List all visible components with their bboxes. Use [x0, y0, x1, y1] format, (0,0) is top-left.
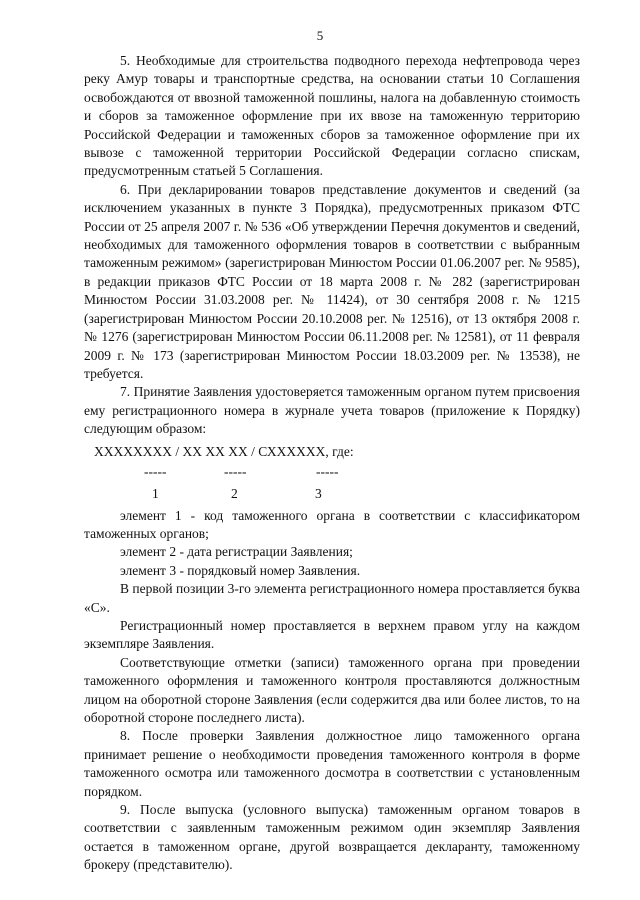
element-number-3: 3	[315, 485, 322, 501]
customs-marks-paragraph: Соответствующие отметки (записи) таможенного органа при проведении таможенного оформления и таможенного контроля проставляются должностным лицом на оборотной стороне Заявления (если содержится два или более листов, то на оборотной стороне последнего листа).	[84, 654, 580, 725]
dash-3: -----	[316, 463, 339, 479]
element-3-description: элемент 3 - порядковый номер Заявления.	[120, 562, 361, 578]
format-dashes	[84, 463, 580, 481]
dash-1: -----	[144, 463, 167, 479]
paragraph-9: 9. После выпуска (условного выпуска) таможенным органом товаров в соответствии с заявленным таможенным режимом один экземпляр Заявления остается в таможенном органе, другой возвращается декларанту, таможенному брокеру (представителю).	[84, 802, 580, 873]
element-number-1: 1	[152, 485, 159, 501]
paragraph-8: 8. После проверки Заявления должностное лицо таможенного органа принимает решение о необходимости проведения таможенного контроля в форме таможенного осмотра или таможенного досмотра в соответствии с установленным порядком.	[84, 728, 580, 799]
paragraph-7: 7. Принятие Заявления удостоверяется таможенным органом путем присвоения ему регистрационного номера в журнале учета товаров (приложение к Порядку) следующим образом:	[84, 384, 580, 437]
element-2-description: элемент 2 - дата регистрации Заявления;	[120, 544, 353, 560]
document-body	[84, 52, 580, 875]
dash-2: -----	[224, 463, 247, 479]
registration-number-placement: Регистрационный номер проставляется в верхнем правом углу на каждом экземпляре Заявления.	[84, 617, 580, 652]
paragraph-6: 6. При декларировании товаров представление документов и сведений (за исключением указанных в пункте 3 Порядка), предусмотренных приказом ФТС России от 25 апреля 2007 г. № 536 «Об утверждении Перечня документов и сведений, необходимых для таможенного оформления товаров в соответствии с выбранным таможенным режимом» (зарегистрирован Минюстом России 01.06.2007 рег. № 9585), в редакции приказов ФТС России от 18 марта 2008 г. № 282 (зарегистрирован Минюстом России 31.03.2008 рег. № 11424), от 30 сентября 2008 г. № 1215 (зарегистрирован Минюстом России 20.10.2008 рег. № 12516), от 13 октября 2008 г. № 1276 (зарегистрирован Минюстом России 06.11.2008 рег. № 12581), от 11 февраля 2009 г. № 173 (зарегистрирован Минюстом России 18.03.2009 рег. № 13538), не требуется.	[84, 181, 580, 381]
paragraph-5: 5. Необходимые для строительства подводного перехода нефтепровода через реку Амур товары и транспортные средства, на основании статьи 10 Соглашения освобождаются от ввозной таможенной пошлины, налога на добавленную стоимость и сборов за таможенное оформление при их ввозе на таможенную территорию Российской Федерации и таможенных сборов за таможенное оформление при их вывозе с таможенной территории Российской Федерации согласно спискам, предусмотренным статьей 5 Соглашения.	[84, 53, 580, 179]
registration-number-format: ХХХХХХХХ / ХХ ХХ ХХ / СХХХХХХ, где:	[94, 443, 354, 459]
first-position-note: В первой позиции 3-го элемента регистрационного номера проставляется буква «С».	[84, 581, 580, 615]
page-number: 5	[316, 28, 324, 43]
element-1-description: элемент 1 - код таможенного органа в соответствии с классификатором таможенных органов;	[84, 507, 580, 541]
element-number-2: 2	[231, 485, 238, 501]
format-element-numbers	[84, 485, 580, 503]
